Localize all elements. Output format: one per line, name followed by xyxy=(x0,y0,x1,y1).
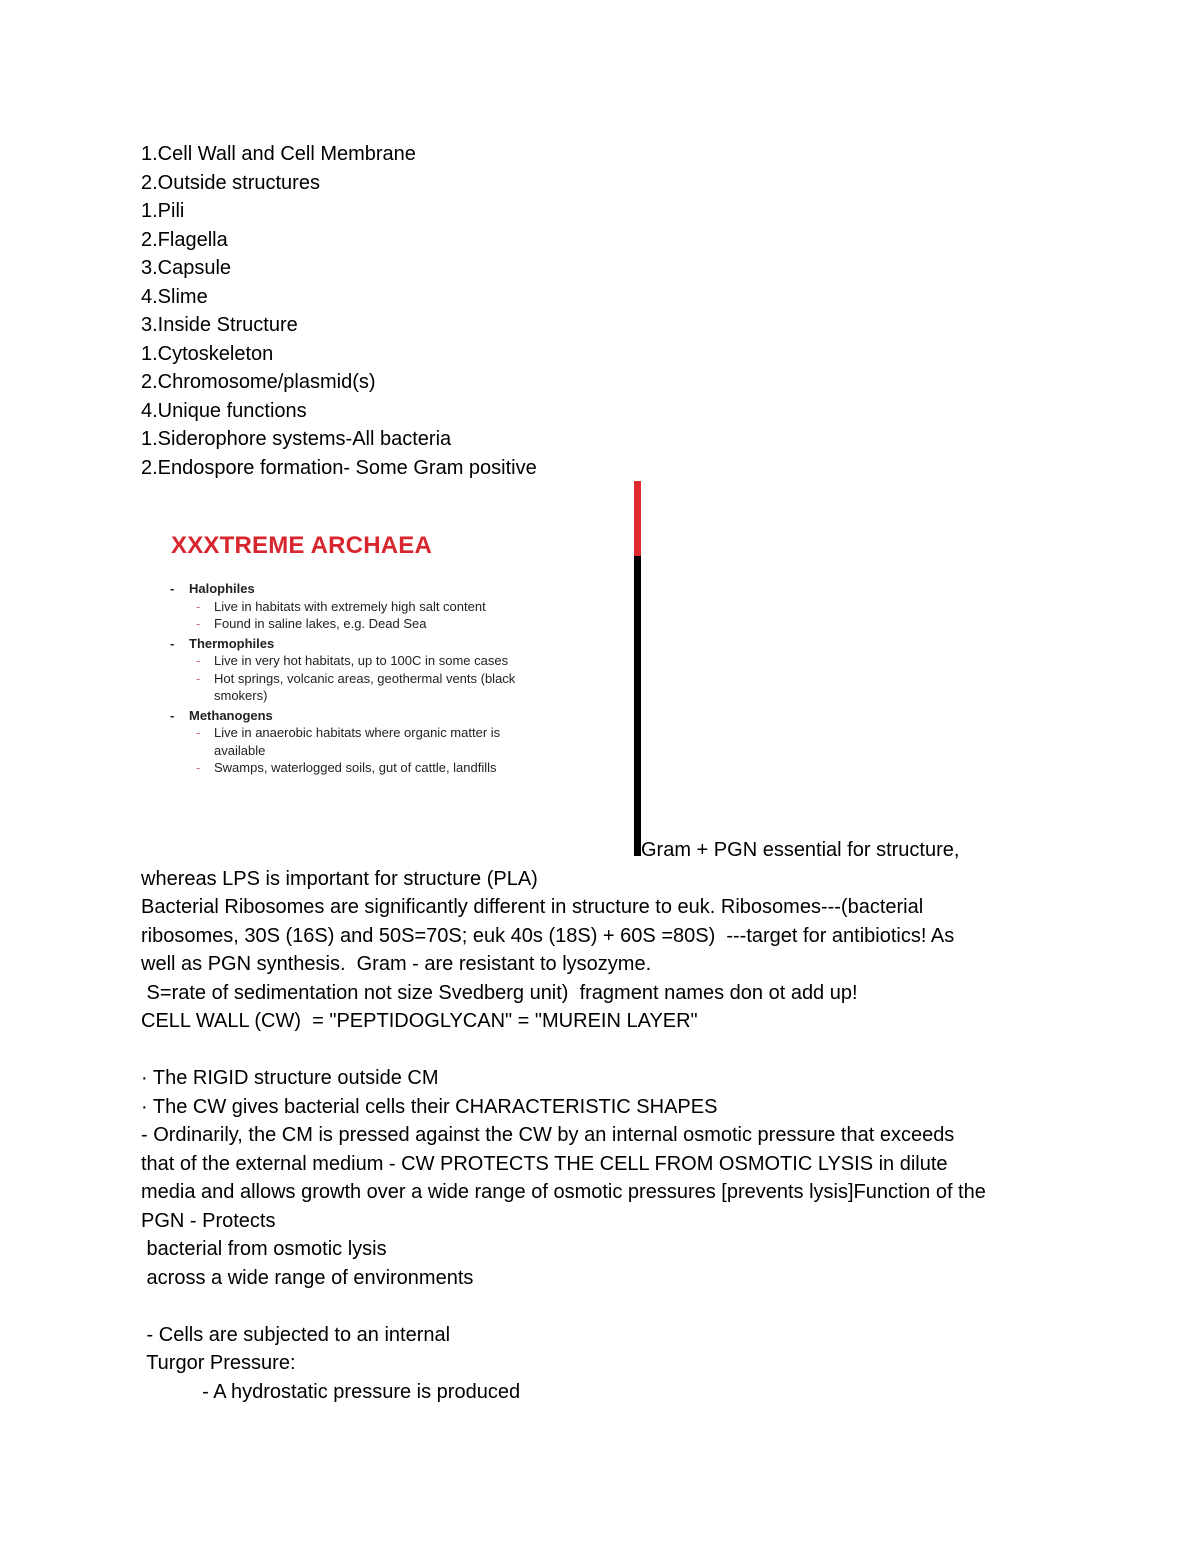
dash-bullet: - xyxy=(196,598,201,614)
body-line: · The RIGID structure outside CM xyxy=(141,1067,439,1089)
dash-bullet: - xyxy=(170,581,175,596)
body-line: ribosomes, 30S (16S) and 50S=70S; euk 40s (18S) + 60S =80S) ---target for antibiotics! As xyxy=(141,924,955,947)
point-text: Live in habitats with extremely high salt content xyxy=(214,598,486,614)
outline-item: 2.Flagella xyxy=(141,228,228,251)
body-line: well as PGN synthesis. Gram - are resistant to lysozyme. xyxy=(141,953,652,975)
outline-item: 1.Cytoskeleton xyxy=(141,342,274,365)
body-text xyxy=(141,836,1071,1406)
point-text: Live in anaerobic habitats where organic matter is available xyxy=(214,725,501,758)
outline-item: 4.Unique functions xyxy=(141,399,307,422)
dash-bullet: - xyxy=(196,725,201,740)
dash-bullet: - xyxy=(170,635,175,651)
dash-bullet: - xyxy=(196,653,201,668)
slide-point xyxy=(170,598,534,616)
outline-list xyxy=(141,140,537,482)
slide-point xyxy=(170,615,534,633)
dash-bullet: - xyxy=(196,760,201,775)
point-text: Hot springs, volcanic areas, geothermal vents (black smokers) xyxy=(214,670,516,703)
body-line: bacterial from osmotic lysis xyxy=(141,1238,387,1260)
body-line: - Ordinarily, the CM is pressed against the CW by an internal osmotic pressure that exceeds xyxy=(141,1124,955,1146)
slide-point xyxy=(170,724,534,759)
vertical-bar-black xyxy=(634,556,641,856)
slide-point xyxy=(170,759,534,777)
body-line: Bacterial Ribosomes are significantly different in structure to euk. Ribosomes---(bacterial xyxy=(141,896,924,918)
vertical-bar-red xyxy=(634,481,641,556)
body-line: - Cells are subjected to an internal xyxy=(141,1323,451,1346)
outline-item: 3.Inside Structure xyxy=(141,314,298,336)
body-line: whereas LPS is important for structure (PLA) xyxy=(141,867,538,890)
body-line: across a wide range of environments xyxy=(141,1266,474,1289)
body-line: S=rate of sedimentation not size Svedberg unit) fragment names don ot add up! xyxy=(141,981,858,1004)
outline-item: 4.Slime xyxy=(141,285,208,308)
outline-item: 2.Outside structures xyxy=(141,171,320,194)
body-line: media and allows growth over a wide range of osmotic pressures [prevents lysis]Function of the xyxy=(141,1181,986,1203)
slide-point xyxy=(170,652,534,670)
outline-item: 2.Endospore formation- Some Gram positive xyxy=(141,456,537,479)
dash-bullet: - xyxy=(196,670,201,686)
body-line xyxy=(141,1036,1071,1065)
slide-title: XXXTREME ARCHAEA xyxy=(171,532,433,559)
group-heading-text: Methanogens xyxy=(189,707,273,723)
body-line xyxy=(141,1292,1071,1321)
slide-group-heading xyxy=(170,635,534,653)
dash-bullet: - xyxy=(196,616,201,631)
body-line: Gram + PGN essential for structure, xyxy=(641,839,960,861)
body-line: Turgor Pressure: xyxy=(141,1352,296,1374)
outline-item: 1.Cell Wall and Cell Membrane xyxy=(141,143,416,165)
group-heading-text: Thermophiles xyxy=(189,635,275,651)
outline-item: 1.Siderophore systems-All bacteria xyxy=(141,428,452,450)
body-line: PGN - Protects xyxy=(141,1209,276,1232)
point-text: Live in very hot habitats, up to 100C in some cases xyxy=(214,653,509,668)
body-line: CELL WALL (CW) = "PEPTIDOGLYCAN" = "MUREIN LAYER" xyxy=(141,1010,698,1032)
body-line: - A hydrostatic pressure is produced xyxy=(141,1380,521,1403)
group-heading-text: Halophiles xyxy=(189,581,255,596)
embedded-slide-image xyxy=(150,520,620,820)
point-text: Found in saline lakes, e.g. Dead Sea xyxy=(214,616,427,631)
outline-item: 2.Chromosome/plasmid(s) xyxy=(141,371,376,393)
body-line: · The CW gives bacterial cells their CHARACTERISTIC SHAPES xyxy=(141,1095,718,1118)
slide-group-heading xyxy=(170,707,534,725)
outline-item: 3.Capsule xyxy=(141,257,232,279)
body-line: that of the external medium - CW PROTECTS THE CELL FROM OSMOTIC LYSIS in dilute xyxy=(141,1152,948,1175)
slide-group-heading xyxy=(170,580,534,598)
dash-bullet: - xyxy=(170,707,175,723)
slide-bullet-list xyxy=(170,578,534,777)
slide-point xyxy=(170,670,534,705)
point-text: Swamps, waterlogged soils, gut of cattle, landfills xyxy=(214,760,497,775)
outline-item: 1.Pili xyxy=(141,200,185,222)
